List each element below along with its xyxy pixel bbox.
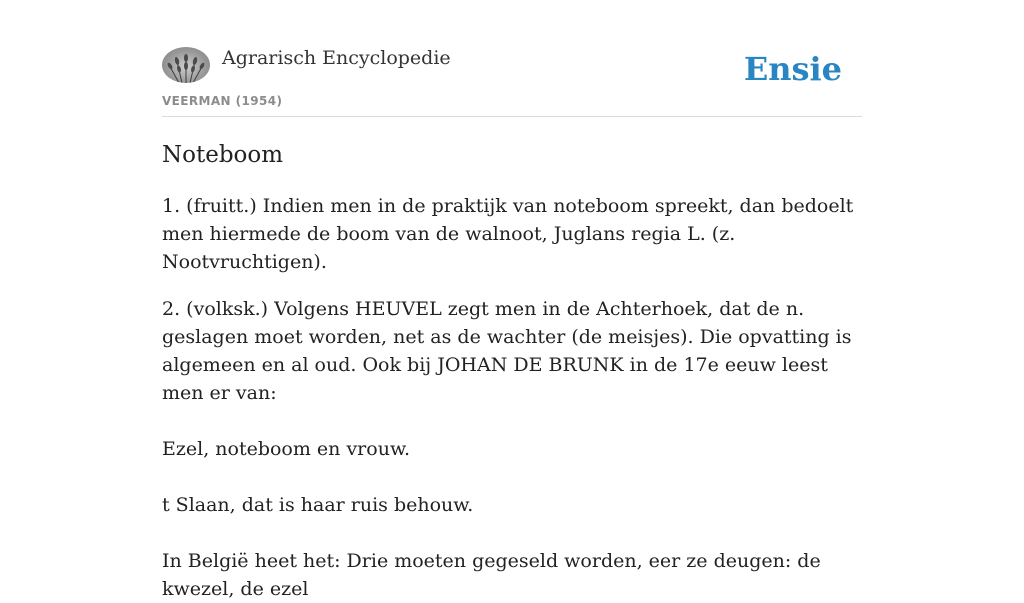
page-content [162,0,862,600]
entry-title: Noteboom [162,142,284,168]
entry-paragraph: 1. (fruitt.) Indien men in de praktijk van noteboom spreekt, dan bedoelt men hiermede de boom van de walnoot, Juglans regia L. (z. Nootvruchtigen). [162,195,854,273]
encyclopedia-title[interactable]: Agrarisch Encyclopedie [222,47,451,69]
wheat-icon[interactable] [162,47,210,83]
entry-paragraph: Ezel, noteboom en vrouw. [162,438,410,460]
entry-paragraph: 2. (volksk.) Volgens HEUVEL zegt men in de Achterhoek, dat de n. geslagen moet worden, net as de wachter (de meisjes). Die opvatting is algemeen en al oud. Ook bij JOHAN DE BRUNK in de 17e eeuw leest men er van: [162,298,852,404]
entry-body [162,192,862,603]
entry-paragraph: t Slaan, dat is haar ruis behouw. [162,494,474,516]
author-label: VEERMAN (1954) [162,94,283,108]
page-header [162,0,862,117]
ensie-logo-link[interactable]: Ensie [743,50,842,88]
entry-paragraph: In België heet het: Drie moeten gegeseld worden, eer ze deugen: de kwezel, de ezel [162,550,821,600]
